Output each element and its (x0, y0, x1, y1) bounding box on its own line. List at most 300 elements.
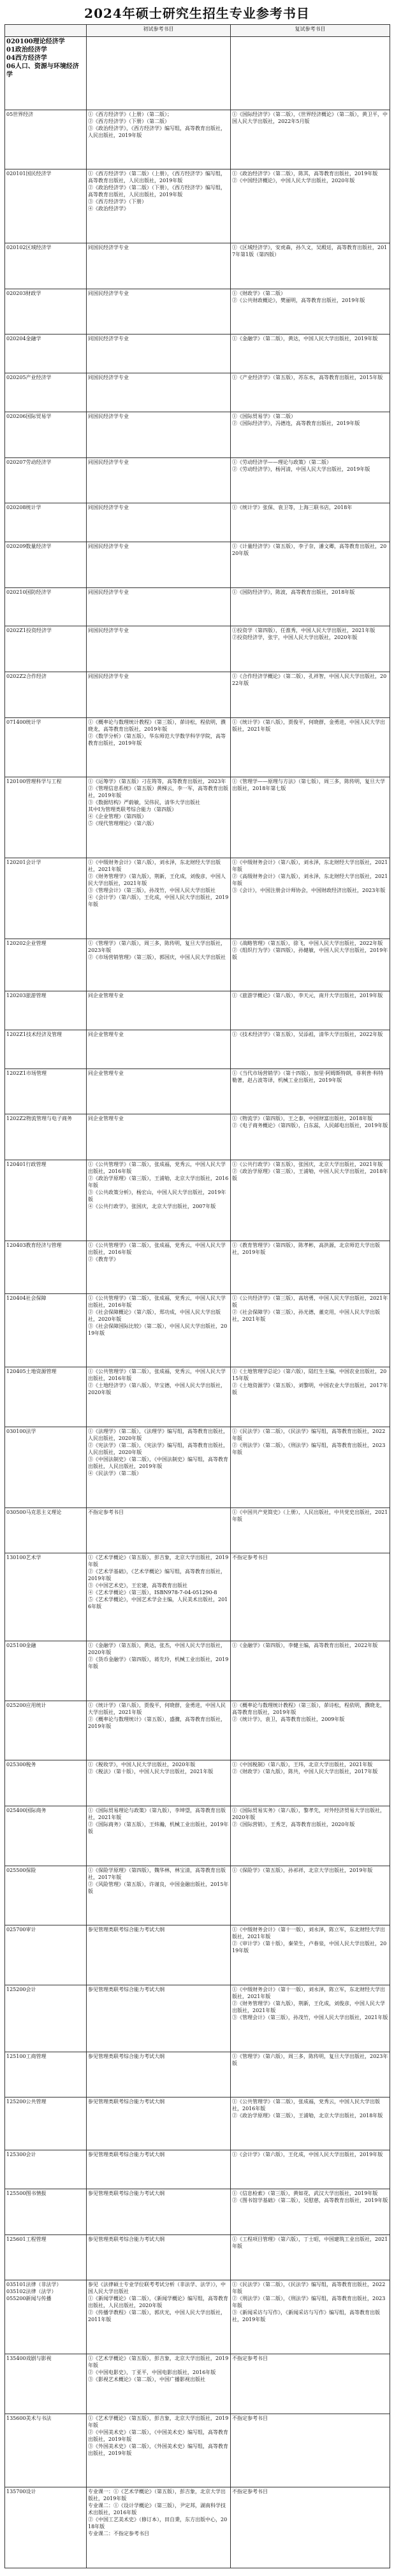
initial-book-entry: ②《中国电影史》，丁亚平，中国电影出版社，2016年版 (88, 2369, 216, 2375)
major-name: 125500图书情报 (6, 2190, 47, 2196)
initial-book-entry: ③《西方经济学》（下册） (88, 199, 147, 205)
initial-books-cell (87, 37, 231, 110)
initial-books-cell (87, 1553, 231, 1641)
initial-book-entry: ①《管理学》（第六版），周三多，陈传明，复旦大学出版社，2023年版 (88, 940, 226, 953)
retest-book-entry: ①《劳动经济学——理论与政策》（第二版） (232, 459, 332, 465)
initial-book-entry: 专业课一：①《艺术学概论》（第五版），彭吉象，北京大学出版社，2019年版 (88, 2489, 226, 2502)
major-name: 125601工程管理 (6, 2236, 47, 2242)
major-cell (5, 2097, 87, 2150)
initial-books-cell (87, 1760, 231, 1806)
initial-books-cell (87, 1641, 231, 1701)
major-name: 1202Z1市场管理 (6, 1070, 47, 1076)
initial-books-cell (87, 457, 231, 503)
initial-book-entry: ②《概率论与数理统计》（第五版），盛骤，高等教育出版社，2019年版 (88, 1716, 226, 1729)
table-row (5, 1427, 390, 1507)
initial-book-entry: ①《西方经济学》（第二版）（上册），《西方经济学》编写组，高等教育出版社，人民出版社，2019年版 (88, 171, 226, 184)
retest-book-entry: ①《国际贸易学》（第二版） (232, 413, 296, 419)
retest-book-entry: ①《计量经济学》（第五版），李子奈，潘文卿，高等教育出版社，2020年版 (232, 543, 387, 556)
table-row (5, 2052, 390, 2097)
retest-book-entry: ①《保险学》（第五版），孙祁祥，北京大学出版社，2019年版 (232, 1867, 373, 1873)
initial-book-entry: 其中Ⅰ为管理类联考综合能力（第四版） (88, 807, 177, 813)
major-cell (5, 1030, 87, 1069)
major-cell (5, 412, 87, 457)
initial-book-entry: ②《货币金融学》（第四版），蒋先玲，机械工业出版社，2019年版 (88, 1656, 229, 1669)
major-name: 1202Z1技术经济及管理 (6, 1032, 62, 1038)
major-name: 020205产业经济学 (6, 375, 52, 381)
retest-books-cell (231, 939, 390, 991)
initial-books-cell (87, 587, 231, 626)
table-row (5, 542, 390, 587)
initial-books-cell (87, 777, 231, 858)
initial-book-entry: ②《中国美术史》（第二版），《中国美术史》编写组，高等教育出版社，2019年版 (88, 2429, 228, 2442)
major-name: 125200公共管理 (6, 2099, 47, 2105)
retest-books-cell (231, 110, 390, 169)
major-cell (5, 1760, 87, 1806)
table-row (5, 243, 390, 289)
initial-book-entry: 同国民经济学专业 (88, 628, 129, 634)
major-name: 01政治经济学 (6, 47, 47, 54)
major-name: 130100艺术学 (6, 1555, 41, 1561)
retest-books-cell (231, 1760, 390, 1806)
initial-books-cell (87, 2234, 231, 2280)
major-name: 0202Z2合作经济 (6, 673, 47, 679)
table-row (5, 1806, 390, 1866)
major-cell (5, 1925, 87, 1985)
retest-book-entry: ①《土地管理学总论》（第六版），陆红生主编，中国农业出版社，2015年版 (232, 1369, 387, 1382)
retest-book-entry: ①《中级财务会计》（第八版），刘永泽，东北财经大学出版社，2021年版 (232, 860, 388, 872)
table-row (5, 37, 390, 110)
major-name: 1202Z2物流管理与电子商务 (6, 1116, 73, 1122)
initial-book-entry: ②《数学分析》（第五版），华东师范大学数学科学学院，高等教育出版社，2019年版 (88, 733, 226, 746)
retest-books-cell (231, 503, 390, 542)
retest-books-cell (231, 2280, 390, 2354)
initial-books-cell (87, 2150, 231, 2189)
initial-books-cell (87, 1985, 231, 2052)
retest-book-entry: ②《国际营销》，王秀芝，高等教育出版社，2020年版 (232, 1822, 355, 1827)
table-row (5, 412, 390, 457)
retest-column-header: 复试参考书目 (231, 25, 390, 37)
retest-book-entry: ①《旅游学概论》（第八版），李天元，南开大学出版社，2019年版 (232, 993, 383, 999)
table-header-row (5, 25, 390, 37)
initial-books-cell (87, 1866, 231, 1925)
table-row (5, 2150, 390, 2189)
initial-book-entry: 参见管理类联考综合能力考试大纲 (88, 2190, 164, 2196)
major-name: 020100理论经济学 (6, 38, 65, 45)
initial-book-entry: 参见管理类联考综合能力考试大纲 (88, 2152, 164, 2158)
retest-book-entry: ①《合作经济学概论》（第二版），孔祥智，中国人民大学出版社，2022年版 (232, 673, 387, 686)
table-row (5, 939, 390, 991)
retest-book-entry: ①《管理学——原理与方法》（第七版），周三多，陈传明，复旦大学出版社，2018年第七版 (232, 779, 385, 792)
major-name: 020101国民经济学 (6, 171, 52, 177)
initial-book-entry: ①《保险学原理》（第四版），魏华林，林宝清，高等教育出版社，2017年版 (88, 1867, 226, 1880)
initial-books-cell (87, 2414, 231, 2487)
initial-book-entry: 专业课二：①《设计学概论》（第三版），尹定邦，湖南科学技术出版社，2016年版 (88, 2503, 226, 2516)
document-page (0, 4, 394, 2568)
retest-books-cell (231, 2097, 390, 2150)
initial-books-cell (87, 373, 231, 412)
retest-book-entry: ①《中级财务会计》（第十一版），刘永泽，陈立军，东北财经大学出版社，2021年版 (232, 1987, 385, 2000)
retest-book-entry: ①《民法学》（第二版），《民法学》编写组，高等教育出版社，2022年版 (232, 1428, 386, 1441)
major-cell (5, 2280, 87, 2354)
retest-books-cell (231, 37, 390, 110)
initial-book-entry: ①《西方经济学》（上册）（第二版）； (88, 111, 172, 117)
major-name: 020206国际贸易学 (6, 413, 52, 419)
initial-book-entry: ④《会计学》（第六版），王化成，中国人民大学出版社，2019年版 (88, 895, 229, 907)
retest-books-cell (231, 1641, 390, 1701)
table-body (5, 37, 390, 2568)
initial-book-entry: 参见管理类联考综合能力考试大纲 (88, 2099, 164, 2105)
initial-books-cell (87, 626, 231, 672)
initial-book-entry: ④《艺术学概论》（第三版），ISBN978-7-04-051290-8 (88, 1590, 217, 1596)
table-row (5, 1241, 390, 1293)
initial-book-entry: ④《公共行政学》，张国庆，北京大学出版社，2007年版 (88, 1204, 216, 1210)
major-name: 120203旅游管理 (6, 993, 47, 999)
major-cell (5, 1866, 87, 1925)
major-cell (5, 1507, 87, 1553)
initial-books-cell (87, 1507, 231, 1553)
retest-books-cell (231, 1925, 390, 1985)
table-row (5, 1160, 390, 1241)
major-name: 035101法律（非法学） (6, 2282, 62, 2288)
retest-book-entry: ②《土地资源学》（第五版），刘黎明，中国农业大学出版社，2017年版 (232, 1383, 388, 1396)
major-name: 025500保险 (6, 1867, 36, 1873)
retest-books-cell (231, 1241, 390, 1293)
major-cell (5, 991, 87, 1030)
initial-books-cell (87, 1806, 231, 1866)
retest-book-entry: ①《会计学》（第六版），王化成，中国人民大学出版社，2019年版 (232, 2152, 383, 2158)
initial-book-entry: ①《艺术学概论》（第五版），彭吉象，北京大学出版社，2019年版 (88, 1555, 229, 1568)
initial-books-cell (87, 2487, 231, 2568)
major-cell (5, 626, 87, 672)
major-name: 055200新闻与传播 (6, 2296, 52, 2302)
retest-book-entry: ①《区域经济学》，安虎森，孙久文，吴殿廷，高等教育出版社，2017年第1版（第四版） (232, 245, 388, 258)
initial-books-cell (87, 1701, 231, 1760)
retest-books-cell (231, 991, 390, 1030)
retest-books-cell (231, 626, 390, 672)
retest-book-entry: ②《统计学》，袁卫，高等教育出版社，2009年版 (232, 1716, 345, 1722)
retest-book-entry: ①《政治经济学》（第二版），陈其，高等教育出版社，2019年版 (232, 171, 378, 177)
major-column-header (5, 25, 87, 37)
initial-book-entry: ③《社会保障国际比较》（第二版），中国人民大学出版社，2019年版 (88, 1323, 228, 1336)
retest-books-cell (231, 717, 390, 777)
retest-book-entry: ②《政治学原理》（第三版），王浦劬，中国人民大学出版社，2018年版 (232, 1169, 388, 1182)
initial-book-entry: ④《政治经济学》 (88, 206, 129, 212)
major-cell (5, 717, 87, 777)
retest-book-entry: ①投资学（第四版），任淮秀，中国人民大学出版社，2021年版 (232, 628, 376, 634)
initial-exam-column-header: 初试参考书目 (87, 25, 231, 37)
retest-books-cell (231, 1160, 390, 1241)
major-name: 120403教育经济与管理 (6, 1242, 62, 1248)
retest-books-cell (231, 1553, 390, 1641)
major-name: 030100法学 (6, 1428, 36, 1434)
retest-book-entry: ①《金融学》（第四版），李健主编，高等教育出版社，2022年版 (232, 1642, 378, 1648)
major-cell (5, 503, 87, 542)
major-cell (5, 542, 87, 587)
table-row (5, 2414, 390, 2487)
table-row (5, 1507, 390, 1553)
initial-book-entry: 同国民经济学专业 (88, 459, 129, 465)
initial-book-entry: ③《外国美术史》（第二版），《外国美术史》编写组，高等教育出版社，2019年版 (88, 2443, 228, 2456)
table-row (5, 1293, 390, 1367)
retest-book-entry: ①《技术经济学》（第五版），吴添祖，清华大学出版社，2022年版 (232, 1032, 383, 1038)
retest-book-entry: ①《公共行政学》（第五版），张国庆，北京大学出版社，2021年版 (232, 1162, 383, 1168)
initial-books-cell (87, 412, 231, 457)
initial-book-entry: ①《运筹学》（第五版）刁在筠等，高等教育出版社，2023年 (88, 779, 226, 785)
retest-book-entry: ①《国际贸易实务》（第八版），黎孝先，对外经济贸易大学出版社，2020年版 (232, 1808, 385, 1820)
retest-book-entry: 不指定参考书目 (232, 2489, 268, 2495)
initial-books-cell (87, 1160, 231, 1241)
table-row (5, 1985, 390, 2052)
initial-books-cell (87, 243, 231, 289)
major-name: 135600美术与书法 (6, 2415, 52, 2421)
initial-book-entry: ③《管理会计》（第三版），孙茂竹，中国人民大学出版社 (88, 888, 215, 893)
initial-book-entry: ②《传播学教程》（第二版），郭庆光，中国人民大学出版社，2011年版 (88, 2310, 226, 2323)
table-row (5, 1925, 390, 1985)
retest-books-cell (231, 1806, 390, 1866)
table-row (5, 289, 390, 335)
major-cell (5, 1293, 87, 1367)
initial-book-entry: 同企业管理专业 (88, 1116, 124, 1122)
retest-books-cell (231, 2052, 390, 2097)
initial-book-entry: 同国民经济学专业 (88, 673, 129, 679)
retest-book-entry: ①《产业经济学》（第五版），苏东水，高等教育出版社，2015年版 (232, 375, 383, 381)
major-cell (5, 1160, 87, 1241)
major-cell (5, 1427, 87, 1507)
table-row (5, 2234, 390, 2280)
major-name: 120100管理科学与工程 (6, 779, 62, 785)
retest-book-entry: ①《当代市场营销学》（第十四版），加里·阿姆斯特朗，菲利普·科特勒著，赵占波等译，机械工业出版社，2019年版 (232, 1070, 384, 1083)
table-row (5, 2189, 390, 2234)
initial-books-cell (87, 939, 231, 991)
retest-book-entry: ②《审计学》（第十版），秦荣生，卢春泉，中国人民大学出版社，2019年版 (232, 1941, 387, 1954)
initial-book-entry: ①《国际贸易理论与政策》（第九版），李坤望，高等教育出版社，2021年版 (88, 1808, 226, 1820)
table-row (5, 2097, 390, 2150)
major-name: 120201会计学 (6, 860, 41, 865)
initial-books-cell (87, 2052, 231, 2097)
major-name: 120401行政管理 (6, 1162, 47, 1168)
retest-book-entry: 不指定参考书目 (232, 2415, 268, 2421)
table-row (5, 1760, 390, 1806)
major-cell (5, 2414, 87, 2487)
initial-book-entry: ③《数据结构》严蔚敏，吴伟民，清华大学出版社 (88, 800, 200, 806)
major-cell (5, 169, 87, 243)
retest-book-entry: ①《统计学》（第八版），贾俊平，何晓群，金勇进，中国人民大学出版社，2021年版 (232, 719, 385, 732)
initial-books-cell (87, 503, 231, 542)
major-name: 120404社会保障 (6, 1295, 47, 1301)
major-name: 025400国际商务 (6, 1808, 47, 1813)
retest-book-entry: ①《统计学》张保、袁卫等，上海三联书店，2018年 (232, 505, 353, 511)
retest-book-entry: ②《公共财政概论》，樊丽明，高等教育出版社，2019年版 (232, 297, 365, 303)
table-row (5, 1701, 390, 1760)
major-name: 020208统计学 (6, 505, 41, 511)
initial-book-entry: ②《政治学原理》（第三版），王浦劬，北京大学出版社，2016年版 (88, 1176, 229, 1189)
major-name: 020207劳动经济学 (6, 459, 52, 465)
initial-book-entry: ②《政治经济学》（第二版）（下册），《西方经济学》编写组，高等教育出版社，人民出版社，2019年版 (88, 185, 226, 198)
retest-book-entry: ①《战略管理》（第五版），徐飞，中国人民大学出版社，2022年版 (232, 940, 383, 946)
retest-book-entry: ②《社会保障学》（第三版），孙光德，董克用，中国人民大学出版社，2021年版 (232, 1309, 380, 1322)
retest-books-cell (231, 2414, 390, 2487)
retest-book-entry: ①《财政学》（第二版） (232, 290, 286, 296)
retest-books-cell (231, 1293, 390, 1367)
initial-book-entry: 参见管理类联考综合能力考试大纲 (88, 1927, 164, 1933)
major-name: 025300税务 (6, 1762, 36, 1768)
retest-books-cell (231, 1030, 390, 1069)
major-cell (5, 243, 87, 289)
major-cell (5, 1806, 87, 1866)
table-row (5, 626, 390, 672)
initial-book-entry: 同国民经济学专业 (88, 589, 129, 595)
retest-books-cell (231, 243, 390, 289)
initial-books-cell (87, 2097, 231, 2150)
initial-book-entry: ②《管理信息系统》（第五版）黄梯云，李一军，高等教育出版社，2019年版 (88, 786, 228, 799)
major-name: 020209数量经济学 (6, 543, 52, 549)
major-cell (5, 777, 87, 858)
table-row (5, 717, 390, 777)
retest-books-cell (231, 2189, 390, 2234)
initial-book-entry: ①《中级财务会计》（第八版），刘永泽，东北财经大学出版社，2021年版 (88, 860, 221, 872)
retest-book-entry: ②《财政学》（第九版），陈共，中国人民大学出版社，2017年版 (232, 1769, 378, 1775)
initial-book-entry: ①《艺术学概论》（第五版），彭吉象，北京大学出版社，2019年版 (88, 2415, 229, 2428)
retest-books-cell (231, 777, 390, 858)
retest-book-entry: ②《高级财务会计》（第九版），刘永泽，东北财经大学出版社，2021年版 (232, 874, 388, 886)
initial-book-entry: ①《公共管理学》（第二版），张成福，党秀云，中国人民大学出版社，2016年版 (88, 1295, 226, 1308)
retest-book-entry: 不指定参考书目 (232, 1555, 268, 1561)
retest-books-cell (231, 1866, 390, 1925)
initial-book-entry: ②《社会保障概论》（第六版），郑功成，中国人民大学出版社，2020年版 (88, 1309, 221, 1322)
initial-book-entry: 专业课二：不指定参考书目 (88, 2531, 149, 2537)
retest-book-entry: ①《信息检索》（第三版），黄如花，武汉大学出版社，2019年版 (232, 2190, 378, 2196)
major-name: 020210国防经济学 (6, 589, 52, 595)
retest-books-cell (231, 457, 390, 503)
major-name: 020204金融学 (6, 336, 41, 342)
retest-books-cell (231, 412, 390, 457)
initial-books-cell (87, 2354, 231, 2414)
initial-book-entry: 参见管理类联考综合能力考试大纲 (88, 2236, 164, 2242)
major-cell (5, 1641, 87, 1701)
initial-book-entry: 参见管理类联考综合能力考试大纲 (88, 2053, 164, 2059)
retest-book-entry: ②《刑法学》（第二版），《刑法学》编写组，高等教育出版社，2023年版 (232, 1442, 386, 1455)
major-name: 04西方经济学 (6, 55, 47, 62)
retest-book-entry: ②《刑法学》（第二版），《刑法学》编写组，高等教育出版社，2023年版 (232, 2296, 386, 2309)
retest-book-entry: ①《中国共产党简史》（上册），人民出版社，中共党史出版社，2021年版 (232, 1509, 388, 1522)
retest-books-cell (231, 2234, 390, 2280)
retest-book-entry: ②《政治学原理》（第三版），王浦劬，北京大学出版社，2018年版 (232, 2113, 383, 2119)
initial-book-entry: 同企业管理专业 (88, 993, 124, 999)
retest-book-entry: ③《管理会计》（第三版），孙茂竹，中国人民大学出版社，2021年版 (232, 2015, 388, 2021)
initial-book-entry: ②《宪法学》（第二版），《宪法学》编写组，高等教育出版社，人民出版社，2020年版 (88, 1442, 228, 1455)
initial-books-cell (87, 991, 231, 1030)
retest-books-cell (231, 1427, 390, 1507)
retest-books-cell (231, 1701, 390, 1760)
initial-book-entry: ②《西方经济学》（下册）（第二版） (88, 118, 170, 124)
initial-book-entry: 同国民经济学专业 (88, 290, 129, 296)
retest-book-entry: ①《物流学》（第四版），王之泰，中国财富出版社，2018年版 (232, 1116, 373, 1122)
reference-book-table (4, 24, 390, 2568)
major-cell (5, 939, 87, 991)
initial-books-cell (87, 169, 231, 243)
retest-book-entry: ②《劳动经济学》，杨河清，中国人民大学出版社，2019年版 (232, 466, 370, 472)
initial-book-entry: ②《风险管理》（第五版），许谨良，中国金融出版社，2015年版 (88, 1881, 229, 1894)
initial-book-entry: ⑤《艺术学概论》，中国艺术学会主编，人民美术出版社，2016年版 (88, 1597, 228, 1610)
initial-books-cell (87, 1241, 231, 1293)
retest-book-entry: ①《公共管理学》（第二版），张成福，党秀云，中国人民大学出版社，2016年版 (232, 2099, 380, 2112)
initial-book-entry: 参见《法律硕士专业学位联考考试分析（非法学、法学）》，中国人民大学出版社 (88, 2282, 226, 2295)
initial-books-cell (87, 717, 231, 777)
major-cell (5, 858, 87, 939)
retest-book-entry: ①《国防经济学》，陈波，高等教育出版社，2018年版 (232, 589, 355, 595)
table-row (5, 672, 390, 717)
initial-books-cell (87, 2189, 231, 2234)
initial-book-entry: ①《艺术学概论》（第五版），彭吉象，北京大学出版社，2019年版 (88, 2355, 229, 2368)
major-name: 071400统计学 (6, 719, 41, 725)
retest-book-entry: 不指定参考书目 (232, 2355, 268, 2361)
major-name: 06人口、资源与环境经济学 (6, 63, 79, 78)
initial-books-cell (87, 1925, 231, 1985)
document-title: 2024年硕士研究生招生专业参考书目 (84, 6, 310, 21)
table-row (5, 110, 390, 169)
initial-books-cell (87, 335, 231, 373)
retest-book-entry: ①《民法学》（第二版），《民法学》编写组，高等教育出版社，2022年版 (232, 2282, 386, 2295)
retest-book-entry: ①《概率论与数理统计教程》（第三版），茆诗松，程依明，濮晓龙，高等教育出版社，2019年版 (232, 1702, 385, 1715)
initial-book-entry: ③《中国艺术史》，王宏建，高等教育出版社 (88, 1583, 187, 1589)
initial-books-cell (87, 110, 231, 169)
table-row (5, 1553, 390, 1641)
initial-book-entry: 同国民经济学专业 (88, 245, 129, 251)
initial-book-entry: 不指定参考书目 (88, 1509, 124, 1515)
retest-books-cell (231, 1114, 390, 1160)
retest-book-entry: ②《组织行为学》（第四版），孙健敏，中国人民大学出版社，2019年版 (232, 947, 388, 960)
retest-books-cell (231, 373, 390, 412)
initial-book-entry: 同国民经济学专业 (88, 505, 129, 511)
major-cell (5, 1367, 87, 1427)
retest-book-entry: ③《会计》，中国注册会计师协会，中国财政经济出版社，2023年版 (232, 888, 386, 893)
major-cell (5, 1985, 87, 2052)
retest-books-cell (231, 169, 390, 243)
initial-books-cell (87, 1293, 231, 1367)
initial-books-cell (87, 1427, 231, 1507)
table-row (5, 373, 390, 412)
initial-book-entry: 同企业管理专业 (88, 1070, 124, 1076)
initial-book-entry: ②《财务管理学》（第九版），荆新，王化成，刘俊彦，中国人民大学出版社，2021年版 (88, 874, 226, 886)
major-name: 05世界经济 (6, 111, 34, 117)
major-name: 025200应用统计 (6, 1702, 47, 1708)
major-cell (5, 1241, 87, 1293)
retest-books-cell (231, 1367, 390, 1427)
major-cell (5, 1114, 87, 1160)
major-name: 020102区域经济学 (6, 245, 52, 251)
initial-books-cell (87, 1069, 231, 1114)
initial-books-cell (87, 858, 231, 939)
major-name: 125200会计 (6, 1987, 36, 1993)
initial-book-entry: ①《税收学》，中国人民大学出版社，2020年版 (88, 1762, 196, 1768)
initial-book-entry: ①《统计学》（第八版），贾俊平，何晓群，金勇进，中国人民大学出版社，2021年版 (88, 1702, 226, 1715)
major-name: 025700审计 (6, 1927, 36, 1933)
major-name: 030500马克思主义理论 (6, 1509, 62, 1515)
initial-book-entry: 同企业管理专业 (88, 1032, 124, 1038)
major-cell (5, 110, 87, 169)
retest-book-entry: ②《财务管理学》（第九版），荆新，王化成，刘俊彦，中国人民大学出版社，2021年版 (232, 2001, 385, 2014)
major-cell (5, 2234, 87, 2280)
initial-book-entry: 参见管理类联考综合能力考试大纲 (88, 1987, 164, 1993)
retest-books-cell (231, 2150, 390, 2189)
retest-book-entry: ②《国际经济学》，冯德连，高等教育出版社，2019年版 (232, 420, 360, 426)
major-cell (5, 457, 87, 503)
initial-book-entry: 同国民经济学专业 (88, 336, 129, 342)
major-cell (5, 2150, 87, 2189)
initial-book-entry: ①《公共管理学》（第二版），张成福，党秀云，中国人民大学出版社，2016年版 (88, 1369, 226, 1382)
major-name: 120405土地资源管理 (6, 1369, 57, 1375)
initial-book-entry: ①《公共管理学》（第二版），张成福，党秀云，中国人民大学出版社，2016年版 (88, 1242, 226, 1255)
